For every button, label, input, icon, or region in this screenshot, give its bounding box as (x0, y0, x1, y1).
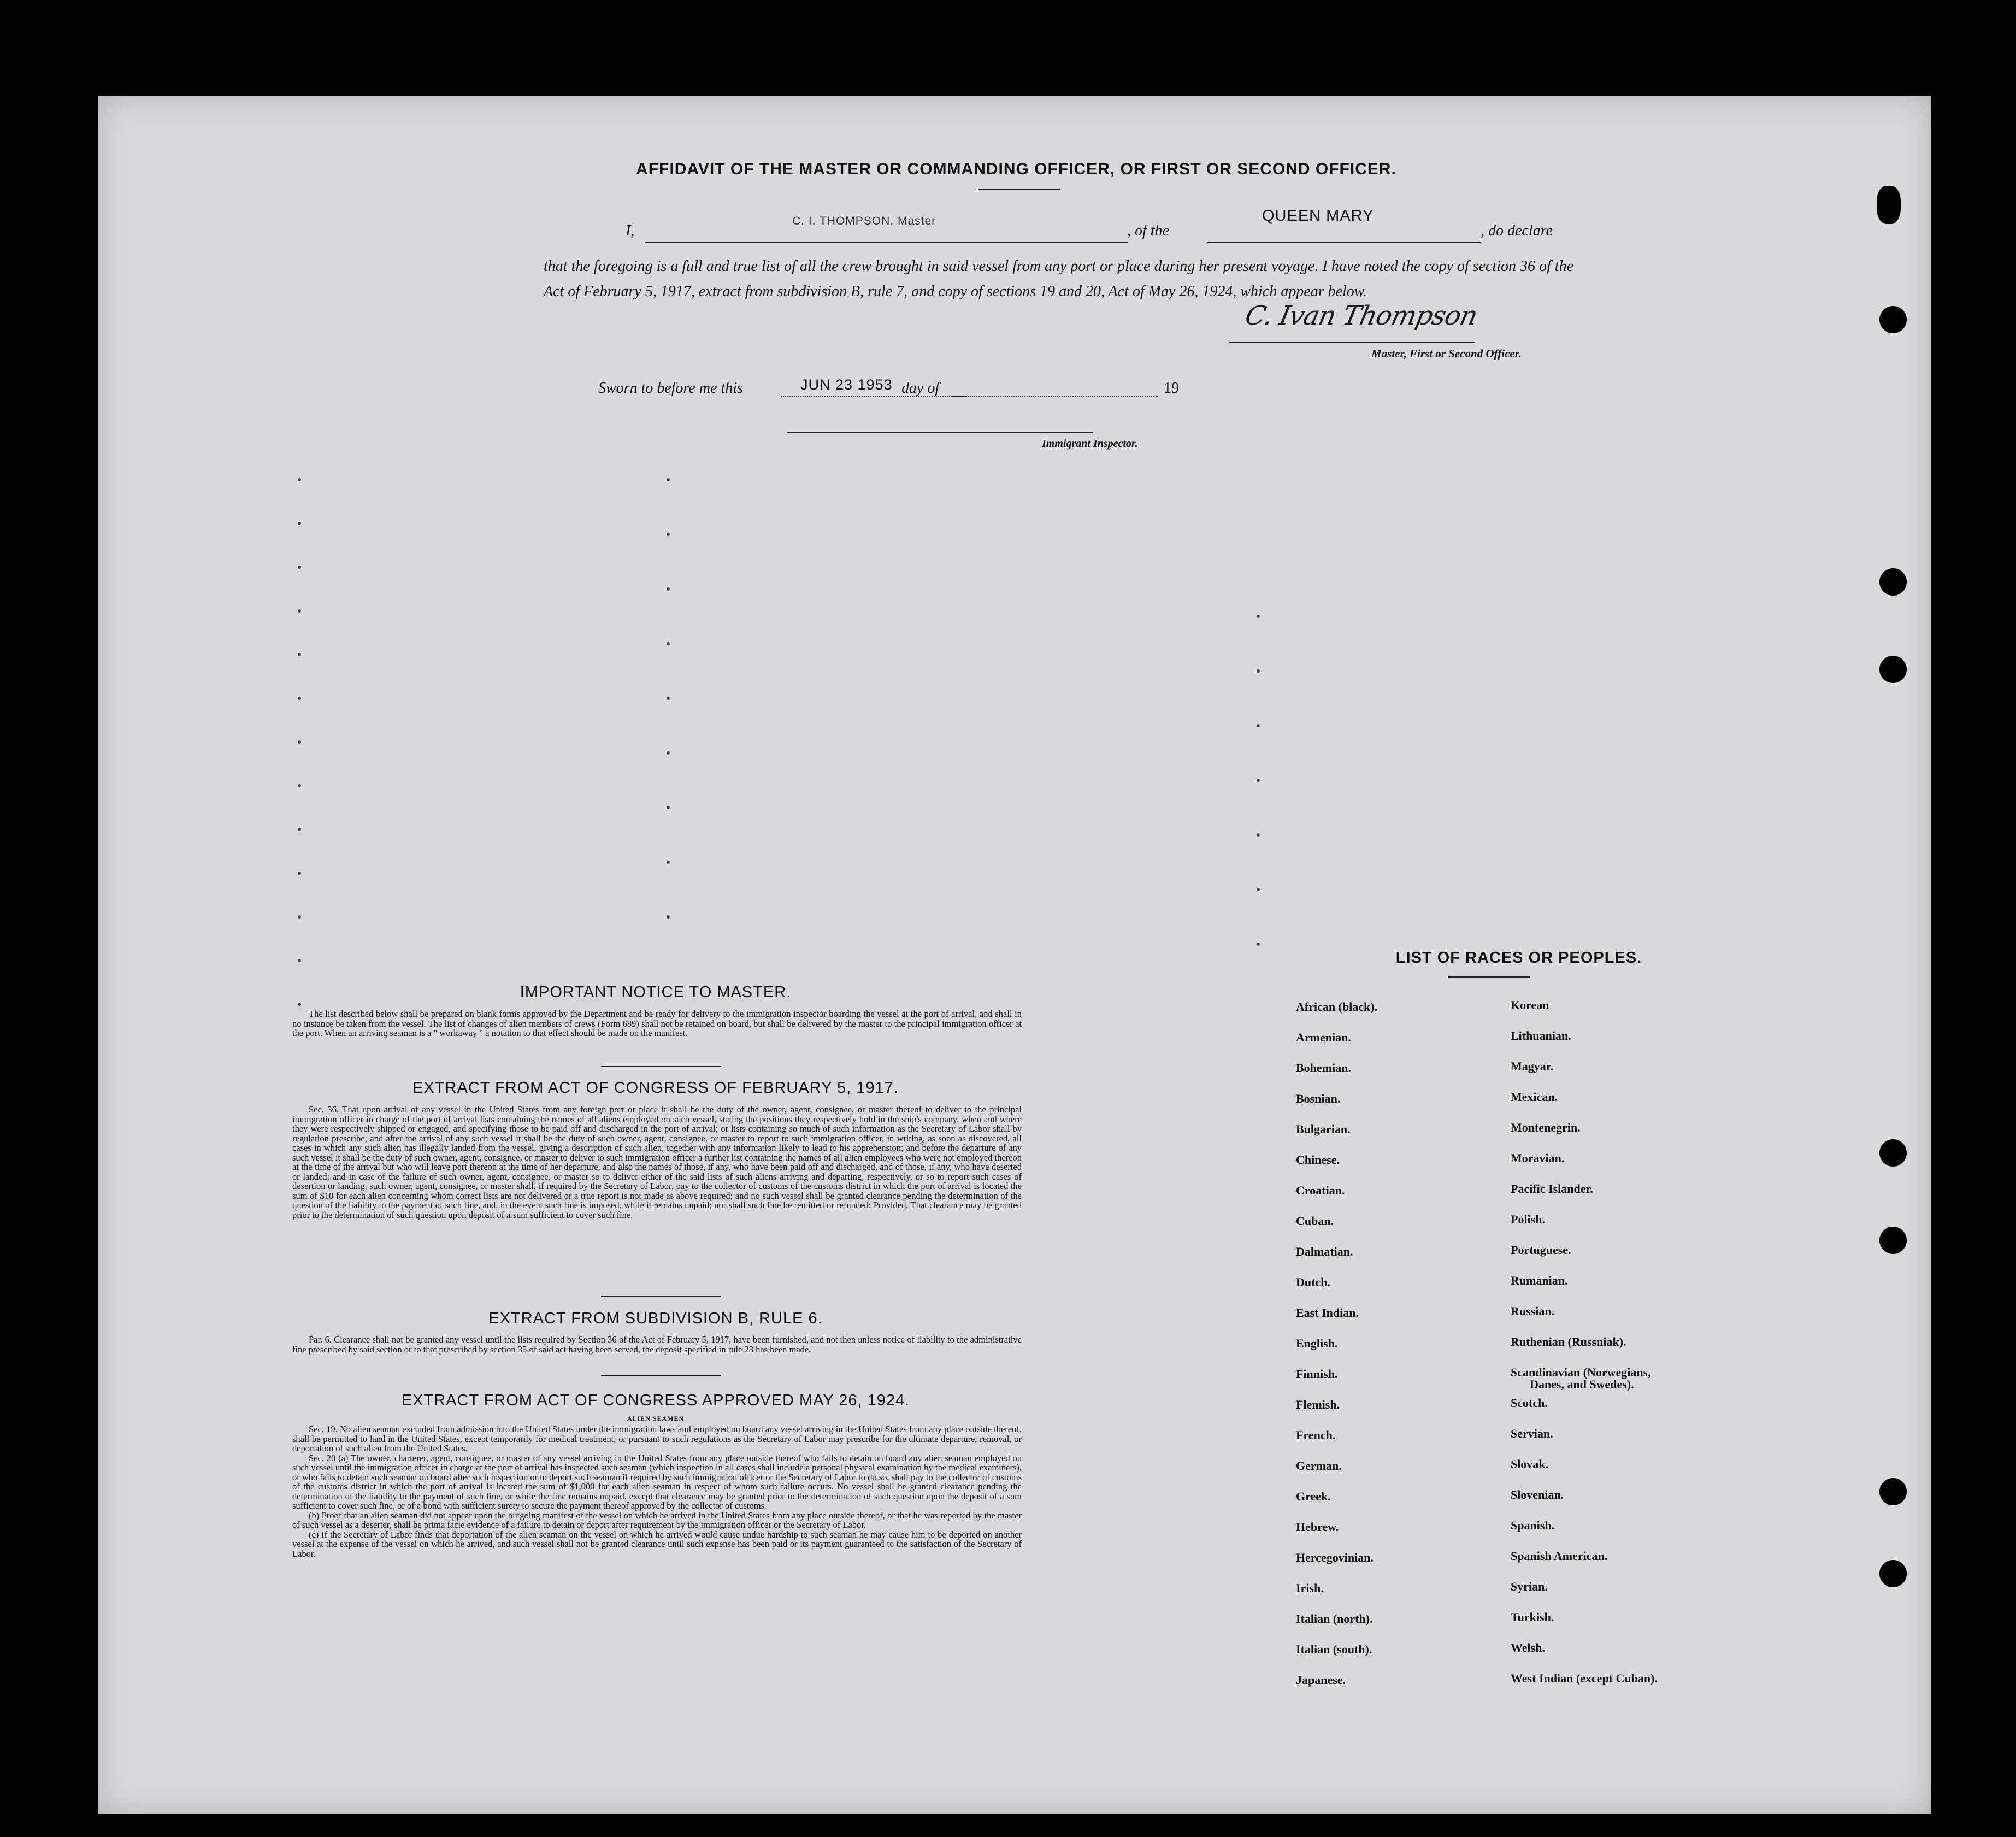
notice-title: IMPORTANT NOTICE TO MASTER. (520, 984, 792, 1001)
extract2-text (292, 1335, 1022, 1354)
i-label: I, (626, 222, 635, 239)
extract3-title: EXTRACT FROM ACT OF CONGRESS APPROVED MAY 26, 1924. (401, 1392, 910, 1409)
extract1-divider (601, 1296, 721, 1297)
title-underline (978, 189, 1060, 190)
extract3-sec20a: Sec. 20 (a) The owner, charterer, agent, consignee, or master of any vessel arriving in the United States from any place outside thereof who fails to detain on board any alien seaman employed on such vessel until the immigration officer in charge at the port of arrival has inspected such seaman (which inspection in all cases shall include a personal physical examination by the medical examiners), or who fails to detain such seaman on board after such inspection or to deport such seaman if required by such immigration officer or the Secretary of Labor to do so, shall pay to the collector of customs of the customs district in which the port of arrival is located the sum of $1,000 for each alien seaman in respect of whom such failure occurs. No vessel shall be granted clearance pending the determination of the liability to the payment of such fine, or while the fine remains unpaid, except that clearance may be granted prior to the determination of such question upon the deposit of a sum sufficient to cover such fine, or of a bond with sufficient surety to secure the payment thereof approved by the collector of customs. (292, 1452, 1022, 1511)
race-left: Croatian. (1296, 1184, 1345, 1197)
extract3-sec20c: (c) If the Secretary of Labor finds that deportation of the alien seaman on the vessel on which he arrived would cause undue hardship to such seaman he may cause him to be deported on another vessel at the expense of the vessel on which he arrived, and such vessel shall not be granted clearance until such expense has been paid or its payment guaranteed to the satisfaction of the Secretary of Labor. (292, 1529, 1022, 1559)
race-right: Korean (1511, 998, 1549, 1012)
race-left: Irish. (1296, 1581, 1324, 1595)
race-right: Pacific Islander. (1511, 1182, 1593, 1196)
race-left: German. (1296, 1459, 1342, 1473)
race-right: Ruthenian (Russniak). (1511, 1335, 1626, 1349)
race-right: Danes, and Swedes). (1530, 1377, 1634, 1391)
race-right: Lithuanian. (1511, 1029, 1571, 1043)
race-right: Servian. (1511, 1427, 1553, 1440)
race-left: Finnish. (1296, 1367, 1338, 1381)
affidavit-body: that the foregoing is a full and true list of all the crew brought in said vessel from any port or place during her present voyage. I have noted the copy of section 36 of the Act of February 5, 1917, extract from subdivision B, rule 7, and copy of sections 19 and 20, Act of May 26, 1924, which appear below. (544, 258, 1573, 300)
inspector-line (787, 432, 1093, 433)
notice-paragraph: The list described below shall be prepared on blank forms approved by the Department and be ready for delivery to the immigration inspector boarding the vessel at the port of arrival, and shall in no instance be taken from the vessel. The list of changes of alien members of crews (Form 689) shall not be retained on board, but shall be delivered by the master to the principal immigration officer at the port. When an arriving seaman is a " workaway " a notation to that effect should be made on the manifest. (292, 1009, 1022, 1038)
day-of-label: day of (901, 380, 940, 397)
binder-hole (1879, 1560, 1907, 1587)
race-left: Italian (south). (1296, 1642, 1372, 1656)
race-left: Dutch. (1296, 1275, 1330, 1289)
race-left: French. (1296, 1428, 1336, 1442)
race-left: Armenian. (1296, 1031, 1351, 1044)
race-left: Hercegovinian. (1296, 1551, 1374, 1564)
race-left: Bosnian. (1296, 1092, 1341, 1105)
binder-hole (1879, 306, 1907, 333)
sworn-label: Sworn to before me this (598, 380, 743, 397)
extract1-paragraph: Sec. 36. That upon arrival of any vessel in the United States from any foreign port or place it shall be the duty of the owner, agent, consignee, or master thereof to deliver to the principal immigration officer in charge of the port of arrival lists containing the names of all aliens employed on such vessel, stating the positions they respectively hold in the ship's company, when and where they were respectively shipped or engaged, and specifying those to be paid off and discharged in the port of arrival; or lists containing so much of such information as the Secretary of Labor shall by regulation prescribe; and after the arrival of any such vessel it shall be the duty of such owner, agent, consignee, or master to report to such immigration officer, in writing, as soon as discovered, all cases in which any such alien has illegally landed from the vessel, giving a description of such alien, together with any information likely to lead to his apprehension; and before the departure of any such vessel it shall be the duty of such owner, agent, consignee, or master to deliver to such immigration officer a further list containing the names of all alien employees who were not employed thereon at the time of the arrival but who will leave port thereon at the time of her departure, and also the names of those, if any, who have been paid off and discharged, and of those, if any, who have deserted or landed; and in case of the failure of such owner, agent, consignee, or master so to deliver either of the said lists of such aliens arriving and departing, respectively, or so to report such cases of desertion or landing, such owner, agent, consignee, or master shall, if required by the Secretary of Labor, pay to the collector of customs of the customs district in which the port of arrival is located the sum of $10 for each alien concerning whom correct lists are not delivered or a true report is not made as above required; and no such vessel shall be granted clearance pending the determination of the question of the liability to the payment of such fine, and, in the event such fine is imposed, while it remains unpaid; nor shall such fine be remitted or refunded: Provided, That clearance may be granted prior to the determination of such question upon deposit of a sum sufficient to cover such fine. (292, 1104, 1022, 1220)
binder-hole (1879, 1227, 1907, 1254)
extract3-text (292, 1424, 1022, 1558)
race-right: Spanish. (1511, 1518, 1555, 1532)
binder-hole (1879, 1139, 1907, 1167)
race-right: Turkish. (1511, 1610, 1554, 1624)
race-left: English. (1296, 1336, 1338, 1350)
race-right: Slovenian. (1511, 1488, 1564, 1502)
signature-caption: Master, First or Second Officer. (1371, 347, 1522, 360)
race-right: Mexican. (1511, 1090, 1558, 1104)
master-signature: C. Ivan Thompson (1242, 301, 1480, 331)
races-title: LIST OF RACES OR PEOPLES. (1395, 949, 1642, 967)
race-left: Bulgarian. (1296, 1122, 1351, 1136)
race-left: Italian (north). (1296, 1612, 1373, 1626)
name-line (645, 242, 1128, 243)
race-right: Moravian. (1511, 1151, 1565, 1165)
extract2-divider (601, 1375, 721, 1376)
race-left: Flemish. (1296, 1398, 1340, 1411)
race-right: Scandinavian (Norwegians, (1511, 1365, 1651, 1379)
race-right: Syrian. (1511, 1580, 1548, 1593)
binder-hole (1879, 568, 1907, 596)
inspector-caption: Immigrant Inspector. (1042, 438, 1138, 450)
of-the-label: , of the (1127, 222, 1169, 239)
race-left: Hebrew. (1296, 1520, 1339, 1534)
notice-text (292, 1009, 1022, 1038)
race-right: Polish. (1511, 1212, 1545, 1226)
sworn-date-stamp: JUN 23 1953 (800, 376, 893, 393)
race-right: Welsh. (1511, 1641, 1545, 1655)
extract2-title: EXTRACT FROM SUBDIVISION B, RULE 6. (488, 1310, 823, 1327)
race-right: Spanish American. (1511, 1549, 1608, 1563)
affidavit-title: AFFIDAVIT OF THE MASTER OR COMMANDING OFFICER, OR FIRST OR SECOND OFFICER. (636, 160, 1396, 178)
extract3-subtitle: ALIEN SEAMEN (627, 1415, 685, 1422)
race-right: Rumanian. (1511, 1274, 1568, 1287)
race-right: Montenegrin. (1511, 1121, 1581, 1134)
races-divider (1448, 976, 1530, 978)
binder-hole (1879, 1478, 1907, 1505)
do-declare-label: , do declare (1481, 222, 1553, 239)
extract2-paragraph: Par. 6. Clearance shall not be granted any vessel until the lists required by Section 36 of the Act of February 5, 1917, have been furnished, and not then unless notice of liability to the administrative fine prescribed by said section or to that prescribed by section 35 of said act having been served, the deposit specified in rule 23 has been made. (292, 1334, 1022, 1355)
extract1-title: EXTRACT FROM ACT OF CONGRESS OF FEBRUARY 5, 1917. (412, 1079, 899, 1097)
race-right: Portuguese. (1511, 1243, 1571, 1257)
binder-hole (1877, 186, 1901, 224)
race-left: Dalmatian. (1296, 1245, 1353, 1258)
notice-divider (601, 1066, 721, 1067)
race-right: Russian. (1511, 1304, 1555, 1318)
bleed-through-header (464, 183, 1776, 210)
vessel-line (1207, 242, 1481, 243)
race-left: Cuban. (1296, 1214, 1334, 1228)
race-left: Japanese. (1296, 1673, 1346, 1687)
race-left: Chinese. (1296, 1153, 1340, 1167)
extract3-sec20b: (b) Proof that an alien seaman did not appear upon the outgoing manifest of the vessel on which he arrived in the United States from any place outside thereof, or that he was reported by the master of such vessel as a deserter, shall be prima facie evidence of a failure to detain or deport after requirement by the immigration officer or the Secretary of Labor. (292, 1510, 1022, 1530)
race-right: West Indian (except Cuban). (1511, 1671, 1658, 1685)
month-line (951, 396, 1158, 397)
binder-hole (1879, 656, 1907, 683)
extract1-text (292, 1105, 1022, 1220)
race-right: Magyar. (1511, 1059, 1554, 1073)
race-left: Bohemian. (1296, 1061, 1351, 1075)
vessel-name: QUEEN MARY (1262, 207, 1374, 225)
race-left: African (black). (1296, 1000, 1378, 1014)
race-right: Slovak. (1511, 1457, 1549, 1471)
race-left: Greek. (1296, 1489, 1331, 1503)
document-page (98, 96, 1931, 1814)
race-left: East Indian. (1296, 1306, 1359, 1320)
race-right: Scotch. (1511, 1396, 1548, 1410)
signature-line (1229, 342, 1475, 343)
master-name-stamp: C. I. THOMPSON, Master (792, 215, 936, 227)
extract3-sec19: Sec. 19. No alien seaman excluded from admission into the United States under the immigration laws and employed on board any vessel arriving in the United States from any place outside thereof, shall be permitted to land in the United States, except temporarily for medical treatment, or pursuant to such regulations as the Secretary of Labor may prescribe for the ultimate departure, removal, or deportation of such alien from the United States. (292, 1424, 1022, 1453)
year-prefix: 19 (1164, 380, 1179, 397)
